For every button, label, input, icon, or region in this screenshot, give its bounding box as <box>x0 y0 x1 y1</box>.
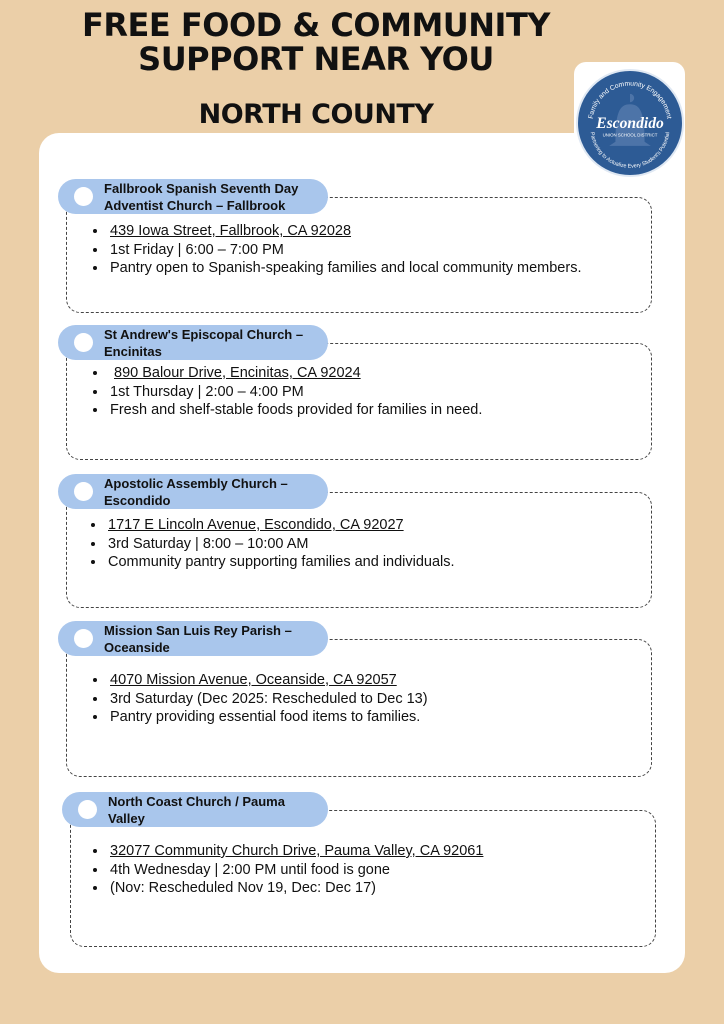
circle-icon <box>74 187 93 206</box>
address-link[interactable]: 32077 Community Church Drive, Pauma Valley, CA 92061 <box>110 843 484 859</box>
circle-icon <box>74 482 93 501</box>
svg-text:UNION SCHOOL DISTRICT: UNION SCHOOL DISTRICT <box>602 132 658 138</box>
circle-icon <box>74 333 93 352</box>
schedule: • 4th Wednesday | 2:00 PM until food is gone <box>108 861 483 880</box>
page-title: FREE FOOD & COMMUNITY SUPPORT NEAR YOU <box>82 6 550 78</box>
address-link[interactable]: 4070 Mission Avenue, Oceanside, CA 92057 <box>110 672 397 688</box>
district-logo <box>576 69 684 177</box>
address-link[interactable]: 1717 E Lincoln Avenue, Escondido, CA 92027 <box>108 517 404 533</box>
schedule: • 1st Friday | 6:00 – 7:00 PM <box>108 241 581 260</box>
address-link[interactable]: 439 Iowa Street, Fallbrook, CA 92028 <box>110 223 352 239</box>
description: • Fresh and shelf-stable foods provided for families in need. <box>108 401 482 420</box>
circle-icon <box>74 629 93 648</box>
svg-text:Family and Community Engagemen: Family and Community Engagement <box>587 80 673 120</box>
description: • Pantry providing essential food items to families. <box>108 708 428 727</box>
location-name-tag: Apostolic Assembly Church – Escondido <box>58 474 328 509</box>
location-name-tag: St Andrew's Episcopal Church – Encinitas <box>58 325 328 360</box>
location-name-tag: Mission San Luis Rey Parish – Oceanside <box>58 621 328 656</box>
description: • (Nov: Rescheduled Nov 19, Dec: Dec 17) <box>108 879 483 898</box>
schedule: • 1st Thursday | 2:00 – 4:00 PM <box>108 383 482 402</box>
schedule: • 3rd Saturday | 8:00 – 10:00 AM <box>106 535 455 554</box>
circle-icon <box>78 800 97 819</box>
region-heading: NORTH COUNTY <box>198 99 434 130</box>
description: • Pantry open to Spanish-speaking families and local community members. <box>108 259 581 278</box>
svg-text:Partnering to Actualize Every: Partnering to Actualize Every Student's Potential <box>588 131 672 170</box>
address-link[interactable]: 890 Balour Drive, Encinitas, CA 92024 <box>114 365 361 381</box>
location-name-tag: Fallbrook Spanish Seventh Day Adventist Church – Fallbrook <box>58 179 328 214</box>
svg-text:Escondido: Escondido <box>596 115 664 133</box>
location-name-tag: North Coast Church / Pauma Valley <box>62 792 328 827</box>
schedule: • 3rd Saturday (Dec 2025: Rescheduled to Dec 13) <box>108 690 428 709</box>
description: • Community pantry supporting families and individuals. <box>106 553 455 572</box>
